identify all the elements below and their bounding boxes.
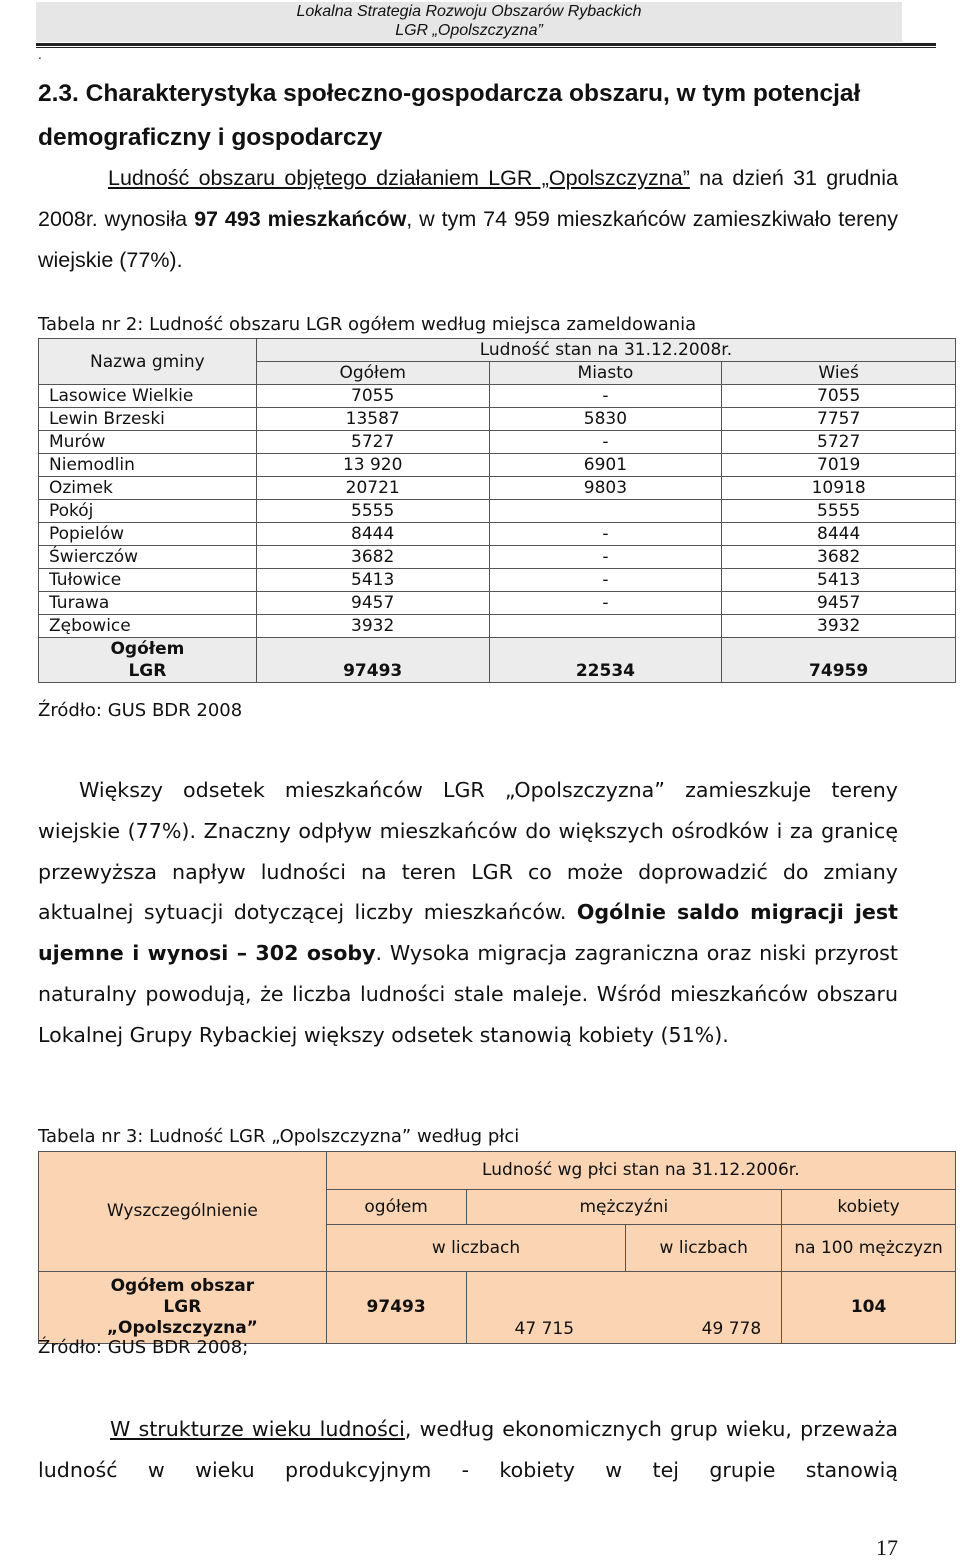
gmina-cell: Turawa bbox=[39, 592, 257, 615]
ogolem-cell: 7055 bbox=[256, 385, 489, 408]
gender-table bbox=[38, 1151, 956, 1344]
total-wies: 74959 bbox=[722, 638, 956, 683]
header-title: Lokalna Strategia Rozwoju Obszarów Rybackich bbox=[296, 3, 642, 20]
col-ogolem-header: Ogółem bbox=[256, 362, 489, 385]
miasto-cell bbox=[489, 500, 722, 523]
miasto-cell: - bbox=[489, 592, 722, 615]
miasto-cell: - bbox=[489, 546, 722, 569]
total-ogolem: 97493 bbox=[256, 638, 489, 683]
total-label bbox=[39, 638, 257, 683]
page-header bbox=[36, 2, 902, 42]
mezczyzni-header: mężczyźni bbox=[466, 1190, 782, 1225]
miasto-cell: 6901 bbox=[489, 454, 722, 477]
para2-text-b: . Wysoka migracja zagraniczna oraz niski przyrost naturalny powodują, że liczba ludności stale maleje. Wśród mieszkańców obszaru Lokalnej Grupy Rybackiej większy odsetek stanowią kobiety (51%). bbox=[38, 941, 898, 1047]
intro-underlined: Ludność obszaru objętego działaniem LGR „Opolszczyzna” bbox=[108, 166, 690, 190]
gmina-cell: Ozimek bbox=[39, 477, 257, 500]
table-row bbox=[39, 615, 956, 638]
kobiety-header: kobiety bbox=[782, 1190, 956, 1225]
header-rule-thin bbox=[36, 47, 936, 48]
wies-cell: 8444 bbox=[722, 523, 956, 546]
miasto-cell: - bbox=[489, 523, 722, 546]
total-label-line1: Ogółem bbox=[110, 639, 185, 659]
miasto-cell bbox=[489, 615, 722, 638]
table3-caption: Tabela nr 3: Ludność LGR „Opolszczyzna” według płci bbox=[38, 1126, 520, 1147]
wies-cell: 7019 bbox=[722, 454, 956, 477]
wies-cell: 10918 bbox=[722, 477, 956, 500]
kobiety-value: 49 778 bbox=[701, 1319, 762, 1339]
gender-counts-cell bbox=[466, 1272, 782, 1344]
col-gmina-header: Nazwa gminy bbox=[39, 339, 257, 385]
wies-cell: 3682 bbox=[722, 546, 956, 569]
para3-text: , według ekonomicznych grup wieku, przeważa ludność w wieku produkcyjnym - kobiety w tej grupie stanowią bbox=[38, 1417, 898, 1482]
gender-span-header: Ludność wg płci stan na 31.12.2006r. bbox=[326, 1152, 955, 1190]
table-row bbox=[39, 385, 956, 408]
wies-cell: 9457 bbox=[722, 592, 956, 615]
para3-underlined: W strukturze wieku ludności bbox=[110, 1417, 405, 1441]
age-paragraph bbox=[38, 1409, 898, 1491]
para2-text-a: Większy odsetek mieszkańców LGR „Opolszczyzna” zamieszkuje tereny wiejskie (77%). Znaczny odpływ mieszkańców do większych ośrodków i za granicę przewyższa napływ ludności na teren LGR co może doprowadzić do zmiany aktualnej sytuacji dotyczącej liczby mieszkańców. bbox=[38, 778, 898, 925]
col-wies-header: Wieś bbox=[722, 362, 956, 385]
gender-row-label-3: „Opolszczyzna” bbox=[106, 1318, 258, 1338]
miasto-cell: 5830 bbox=[489, 408, 722, 431]
miasto-cell: 9803 bbox=[489, 477, 722, 500]
per100-value: 104 bbox=[782, 1272, 956, 1344]
mezczyzni-count-header: w liczbach bbox=[326, 1225, 626, 1272]
gmina-cell: Świerczów bbox=[39, 546, 257, 569]
intro-bold: 97 493 mieszkańców bbox=[194, 207, 407, 231]
gmina-cell: Zębowice bbox=[39, 615, 257, 638]
kobiety-count-header: w liczbach bbox=[626, 1225, 782, 1272]
ogolem-cell: 3682 bbox=[256, 546, 489, 569]
ogolem-cell: 20721 bbox=[256, 477, 489, 500]
gmina-cell: Pokój bbox=[39, 500, 257, 523]
wyszczegolnienie-header: Wyszczególnienie bbox=[39, 1152, 327, 1272]
gmina-cell: Niemodlin bbox=[39, 454, 257, 477]
intro-paragraph bbox=[38, 158, 898, 281]
gender-row-label-2: LGR bbox=[163, 1297, 202, 1317]
gmina-cell: Popielów bbox=[39, 523, 257, 546]
gmina-cell: Lasowice Wielkie bbox=[39, 385, 257, 408]
ogolem-cell: 5727 bbox=[256, 431, 489, 454]
col-miasto-header: Miasto bbox=[489, 362, 722, 385]
migration-paragraph bbox=[38, 770, 898, 1056]
table-row bbox=[39, 477, 956, 500]
per100-header: na 100 mężczyzn bbox=[782, 1225, 956, 1272]
gmina-cell: Tułowice bbox=[39, 569, 257, 592]
table-row bbox=[39, 592, 956, 615]
table-row bbox=[39, 569, 956, 592]
wies-cell: 5555 bbox=[722, 500, 956, 523]
wies-cell: 3932 bbox=[722, 615, 956, 638]
ogolem-cell: 5413 bbox=[256, 569, 489, 592]
table-row bbox=[39, 523, 956, 546]
section-heading: 2.3. Charakterystyka społeczno-gospodarcza obszaru, w tym potencjał demograficzny i gospodarczy bbox=[38, 80, 861, 151]
wies-cell: 7055 bbox=[722, 385, 956, 408]
ogolem-header: ogółem bbox=[326, 1190, 466, 1225]
para2-bold: Ogólnie saldo migracji jest ujemne i wynosi – 302 osoby bbox=[38, 900, 898, 966]
ogolem-cell: 5555 bbox=[256, 500, 489, 523]
table2-caption: Tabela nr 2: Ludność obszaru LGR ogółem według miejsca zameldowania bbox=[38, 314, 697, 335]
wies-cell: 5413 bbox=[722, 569, 956, 592]
table3-source: Źródło: GUS BDR 2008; bbox=[38, 1337, 249, 1358]
ogolem-cell: 9457 bbox=[256, 592, 489, 615]
span-header: Ludność stan na 31.12.2008r. bbox=[256, 339, 955, 362]
page-number: 17 bbox=[876, 1535, 898, 1560]
gender-row-label bbox=[39, 1272, 327, 1344]
gender-row-label-1: Ogółem obszar bbox=[110, 1276, 255, 1296]
population-table bbox=[38, 338, 956, 683]
mezczyzni-value: 47 715 bbox=[514, 1319, 575, 1339]
header-rule bbox=[36, 43, 936, 46]
ogolem-cell: 13 920 bbox=[256, 454, 489, 477]
table-row bbox=[39, 500, 956, 523]
gmina-cell: Lewin Brzeski bbox=[39, 408, 257, 431]
ogolem-cell: 8444 bbox=[256, 523, 489, 546]
table-row bbox=[39, 546, 956, 569]
table-row bbox=[39, 454, 956, 477]
gmina-cell: Murów bbox=[39, 431, 257, 454]
table2-source: Źródło: GUS BDR 2008 bbox=[38, 700, 243, 721]
header-subtitle: LGR „Opolszczyzna” bbox=[395, 22, 543, 39]
ogolem-cell: 13587 bbox=[256, 408, 489, 431]
table-row bbox=[39, 408, 956, 431]
total-label-line2: LGR bbox=[128, 661, 167, 681]
intro-text-a: na dzień 31 grudnia 2008r. wynosiła bbox=[38, 166, 898, 231]
gender-ogolem-value: 97493 bbox=[326, 1272, 466, 1344]
wies-cell: 5727 bbox=[722, 431, 956, 454]
ogolem-cell: 3932 bbox=[256, 615, 489, 638]
header-dot: . bbox=[38, 48, 42, 62]
wies-cell: 7757 bbox=[722, 408, 956, 431]
miasto-cell: - bbox=[489, 385, 722, 408]
table-row bbox=[39, 431, 956, 454]
miasto-cell: - bbox=[489, 569, 722, 592]
total-miasto: 22534 bbox=[489, 638, 722, 683]
miasto-cell: - bbox=[489, 431, 722, 454]
intro-text-b: , w tym 74 959 mieszkańców zamieszkiwało tereny wiejskie (77%). bbox=[38, 207, 898, 272]
